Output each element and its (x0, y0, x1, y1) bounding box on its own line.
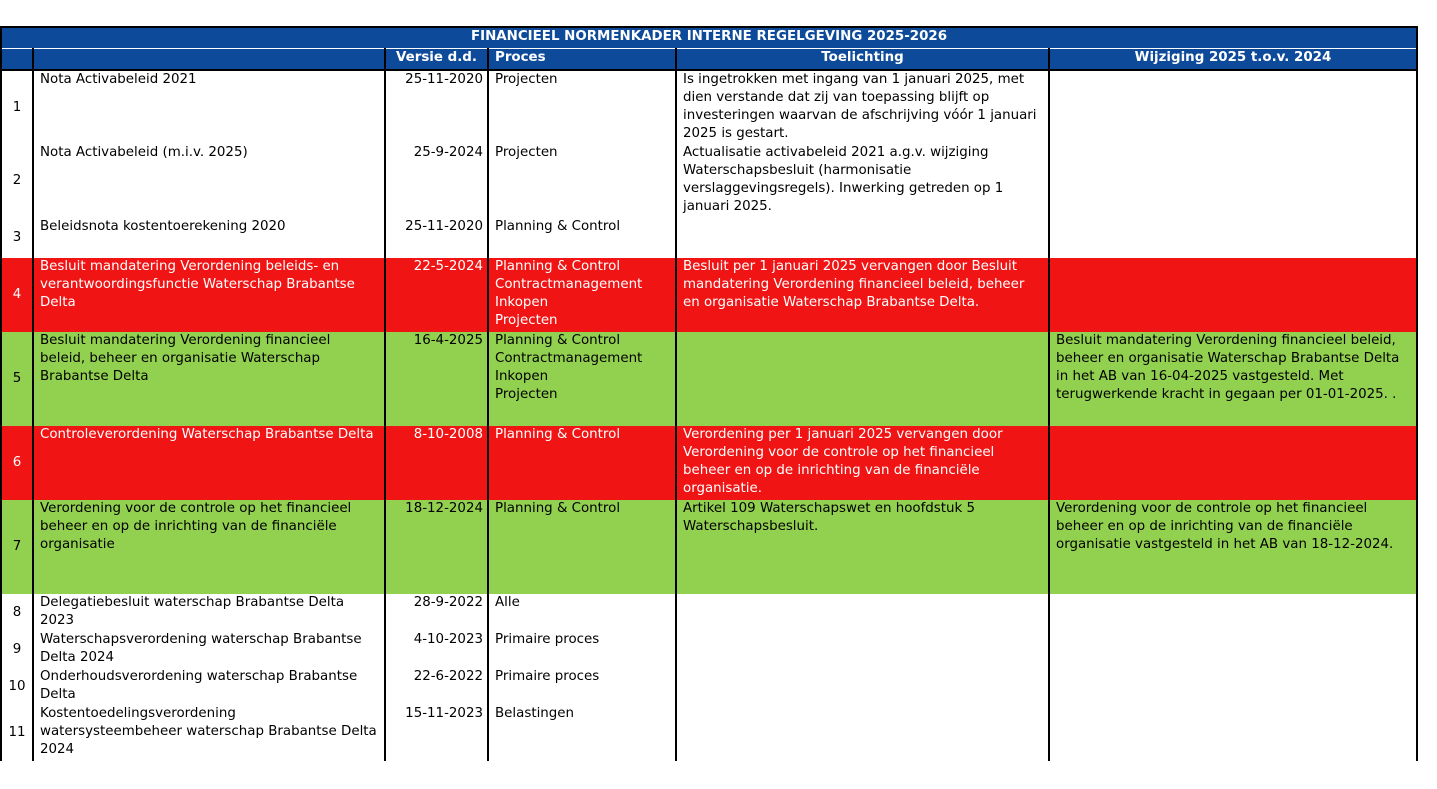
process-cell: Primaire proces (488, 631, 676, 668)
row-number-cell: 9 (1, 631, 33, 668)
version-date-cell: 28-9-2022 (385, 594, 488, 631)
change-2025-cell (1049, 631, 1417, 668)
header-change: Wijziging 2025 t.o.v. 2024 (1049, 49, 1417, 71)
change-2025-cell (1049, 705, 1417, 761)
row-number-cell: 1 (1, 70, 33, 144)
regulation-name-cell: Beleidsnota kostentoerekening 2020 (33, 218, 385, 258)
explanation-cell (676, 668, 1049, 705)
version-date-cell: 4-10-2023 (385, 631, 488, 668)
header-process: Proces (488, 49, 676, 71)
table-row (1, 258, 1417, 332)
version-date-cell: 22-6-2022 (385, 668, 488, 705)
regulation-name-cell: Waterschapsverordening waterschap Brabantse Delta 2024 (33, 631, 385, 668)
regulation-name-cell: Besluit mandatering Verordening beleids- en verantwoordingsfunctie Waterschap Brabantse Delta (33, 258, 385, 332)
version-date-cell: 18-12-2024 (385, 500, 488, 594)
change-2025-cell (1049, 258, 1417, 332)
explanation-cell: Actualisatie activabeleid 2021 a.g.v. wijziging Waterschapsbesluit (harmonisatie verslaggevingsregels). Inwerking getreden op 1 januari 2025. (676, 144, 1049, 218)
table-row (1, 218, 1417, 258)
regulation-table-container (0, 26, 1416, 761)
row-number-cell: 4 (1, 258, 33, 332)
process-cell: Alle (488, 594, 676, 631)
table-row (1, 594, 1417, 631)
change-2025-cell (1049, 594, 1417, 631)
process-cell: Planning & Control Contractmanagement Inkopen Projecten (488, 332, 676, 426)
row-number-cell: 2 (1, 144, 33, 218)
table-row (1, 144, 1417, 218)
header-num (1, 49, 33, 71)
version-date-cell: 15-11-2023 (385, 705, 488, 761)
regulation-name-cell: Controleverordening Waterschap Brabantse Delta (33, 426, 385, 500)
table-row (1, 426, 1417, 500)
explanation-cell: Is ingetrokken met ingang van 1 januari 2025, met dien verstande dat zij van toepassing blijft op investeringen waarvan de afschrijving vóór 1 januari 2025 is gestart. (676, 70, 1049, 144)
explanation-cell: Artikel 109 Waterschapswet en hoofdstuk 5 Waterschapsbesluit. (676, 500, 1049, 594)
process-cell: Planning & Control (488, 500, 676, 594)
table-row (1, 70, 1417, 144)
regulation-name-cell: Nota Activabeleid (m.i.v. 2025) (33, 144, 385, 218)
explanation-cell (676, 594, 1049, 631)
process-cell: Planning & Control (488, 426, 676, 500)
header-date: Versie d.d. (385, 49, 488, 71)
explanation-cell (676, 332, 1049, 426)
version-date-cell: 25-11-2020 (385, 70, 488, 144)
regulation-name-cell: Kostentoedelingsverordening watersysteembeheer waterschap Brabantse Delta 2024 (33, 705, 385, 761)
row-number-cell: 5 (1, 332, 33, 426)
row-number-cell: 10 (1, 668, 33, 705)
header-name (33, 49, 385, 71)
row-number-cell: 6 (1, 426, 33, 500)
change-2025-cell (1049, 218, 1417, 258)
table-row (1, 500, 1417, 594)
version-date-cell: 25-11-2020 (385, 218, 488, 258)
row-number-cell: 11 (1, 705, 33, 761)
header-notes: Toelichting (676, 49, 1049, 71)
regulation-name-cell: Delegatiebesluit waterschap Brabantse Delta 2023 (33, 594, 385, 631)
process-cell: Planning & Control (488, 218, 676, 258)
process-cell: Planning & Control Contractmanagement Inkopen Projecten (488, 258, 676, 332)
version-date-cell: 25-9-2024 (385, 144, 488, 218)
explanation-cell: Besluit per 1 januari 2025 vervangen door Besluit mandatering Verordening financieel beleid, beheer en organisatie Waterschap Brabantse Delta. (676, 258, 1049, 332)
version-date-cell: 8-10-2008 (385, 426, 488, 500)
process-cell: Projecten (488, 70, 676, 144)
explanation-cell: Verordening per 1 januari 2025 vervangen door Verordening voor de controle op het financieel beheer en op de inrichting van de financiële organisatie. (676, 426, 1049, 500)
table-row (1, 668, 1417, 705)
table-row (1, 705, 1417, 761)
regulation-name-cell: Onderhoudsverordening waterschap Brabantse Delta (33, 668, 385, 705)
row-number-cell: 8 (1, 594, 33, 631)
change-2025-cell (1049, 426, 1417, 500)
process-cell: Primaire proces (488, 668, 676, 705)
header-row (1, 49, 1417, 71)
table-title: FINANCIEEL NORMENKADER INTERNE REGELGEVING 2025-2026 (1, 27, 1417, 49)
change-2025-cell (1049, 144, 1417, 218)
explanation-cell (676, 218, 1049, 258)
explanation-cell (676, 631, 1049, 668)
table-row (1, 332, 1417, 426)
table-body (1, 70, 1417, 761)
regulation-name-cell: Verordening voor de controle op het financieel beheer en op de inrichting van de financiële organisatie (33, 500, 385, 594)
row-number-cell: 3 (1, 218, 33, 258)
table-row (1, 631, 1417, 668)
regulation-table (0, 26, 1418, 761)
process-cell: Belastingen (488, 705, 676, 761)
change-2025-cell: Besluit mandatering Verordening financieel beleid, beheer en organisatie Waterschap Brabantse Delta in het AB van 16-04-2025 vastgesteld. Met terugwerkende kracht in gegaan per 01-01-2025. . (1049, 332, 1417, 426)
change-2025-cell (1049, 70, 1417, 144)
change-2025-cell (1049, 668, 1417, 705)
version-date-cell: 16-4-2025 (385, 332, 488, 426)
explanation-cell (676, 705, 1049, 761)
row-number-cell: 7 (1, 500, 33, 594)
process-cell: Projecten (488, 144, 676, 218)
title-row (1, 27, 1417, 49)
regulation-name-cell: Besluit mandatering Verordening financieel beleid, beheer en organisatie Waterschap Brabantse Delta (33, 332, 385, 426)
version-date-cell: 22-5-2024 (385, 258, 488, 332)
regulation-name-cell: Nota Activabeleid 2021 (33, 70, 385, 144)
change-2025-cell: Verordening voor de controle op het financieel beheer en op de inrichting van de financiële organisatie vastgesteld in het AB van 18-12-2024. (1049, 500, 1417, 594)
